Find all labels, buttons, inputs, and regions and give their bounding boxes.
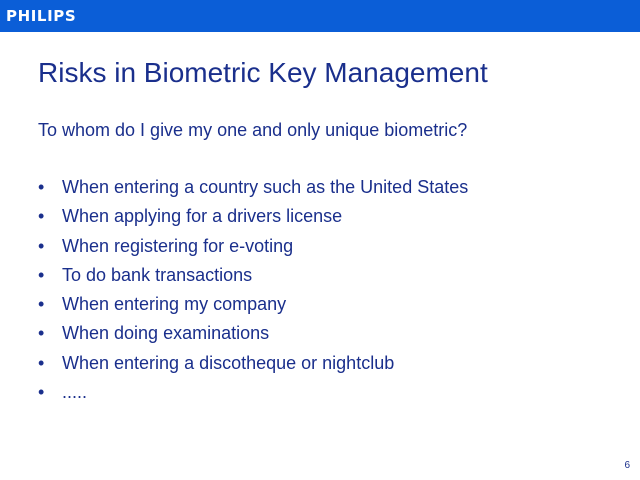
list-item — [38, 351, 618, 380]
bullet-icon: • — [38, 264, 45, 285]
bullet-icon: • — [38, 323, 45, 344]
bullet-icon: • — [38, 294, 45, 315]
bullet-icon: • — [38, 235, 45, 256]
header-bar — [0, 0, 640, 32]
list-item-text: When entering a country such as the United States — [62, 177, 469, 197]
list-item-text: When entering a discotheque or nightclub — [62, 352, 395, 373]
list-item — [38, 263, 618, 292]
list-item-text: When doing examinations — [62, 323, 270, 344]
slide-title: Risks in Biometric Key Management — [38, 57, 488, 88]
list-item — [38, 234, 618, 263]
bullet-list — [38, 175, 618, 409]
list-item — [38, 292, 618, 321]
bullet-icon: • — [38, 206, 45, 227]
list-item — [38, 204, 618, 233]
list-item-text: When registering for e-voting — [62, 235, 294, 256]
bullet-icon: • — [38, 177, 45, 197]
list-item — [38, 380, 618, 409]
list-item-text: ..... — [62, 382, 88, 403]
page-number: 6 — [624, 460, 630, 471]
list-item — [38, 321, 618, 350]
list-item-text: When entering my company — [62, 294, 287, 315]
slide-subtitle: To whom do I give my one and only unique biometric? — [38, 120, 468, 140]
list-item — [38, 175, 618, 204]
bullet-icon: • — [38, 382, 45, 403]
bullet-icon: • — [38, 352, 45, 373]
list-item-text: When applying for a drivers license — [62, 206, 343, 227]
list-item-text: To do bank transactions — [62, 264, 253, 285]
philips-logo: PHILIPS — [6, 7, 77, 25]
